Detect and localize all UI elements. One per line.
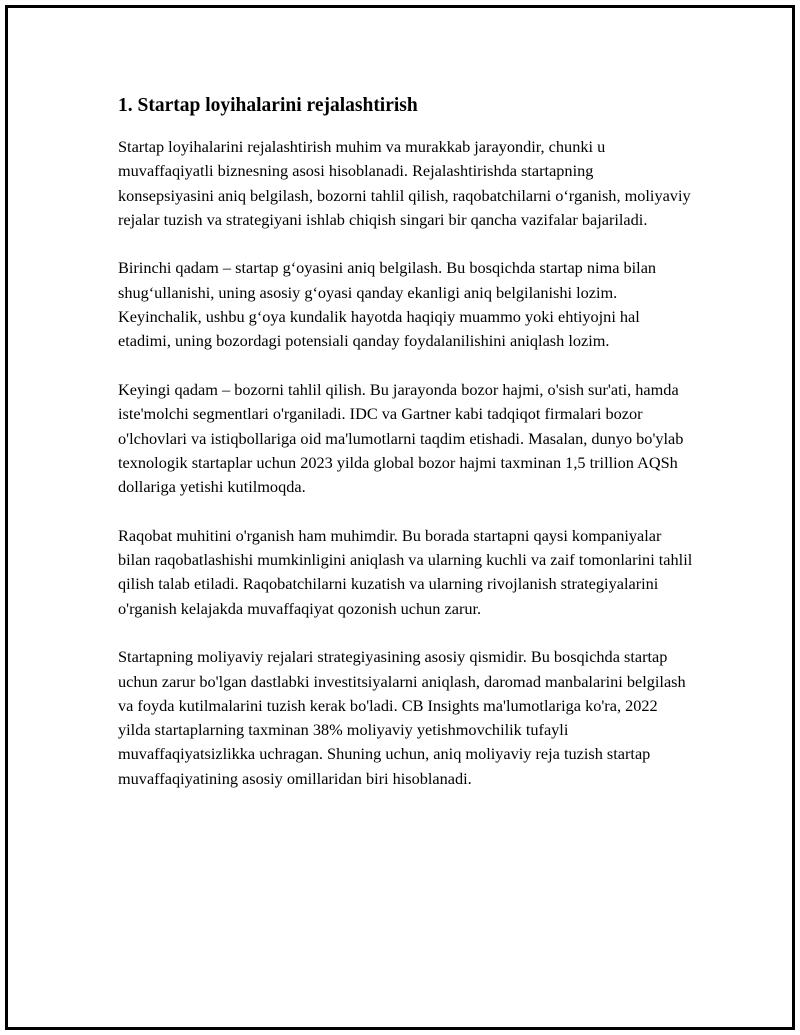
paragraph-intro: Startap loyihalarini rejalashtirish muhim va murakkab jarayondir, chunki u muvaffaqiyatli biznesning asosi hisoblanadi. Rejalashtirishda startapning konsepsiyasini aniq belgilash, bozorni tahlil qilish, raqobatchilarni o‘rganish, moliyaviy rejalar tuzish va strategiyani ishlab chiqish singari bir qancha vazifalar bajariladi. bbox=[118, 137, 691, 229]
document-body bbox=[118, 94, 693, 815]
section-heading: 1. Startap loyihalarini rejalashtirish bbox=[118, 95, 418, 116]
paragraph-competition: Raqobat muhitini o'rganish ham muhimdir. Bu borada startapni qaysi kompaniyalar bilan raqobatlashishi mumkinligini aniqlash va ularning kuchli va zaif tomonlarini tahlil qilish talab etiladi. Raqobatchilarni kuzatish va ularning rivojlanish strategiyalarini o'rganish kelajakda muvaffaqiyat qozonish uchun zarur. bbox=[118, 525, 693, 618]
paragraph-financial-plan: Startapning moliyaviy rejalari strategiyasining asosiy qismidir. Bu bosqichda startap uchun zarur bo'lgan dastlabki investitsiyalarni aniqlash, daromad manbalarini belgilash va foyda kutilmalarini tuzish kerak bo'ladi. CB Insights ma'lumotlariga ko'ra, 2022 yilda startaplarning taxminan 38% moliyaviy yetishmovchilik tufayli muvaffaqiyatsizlikka uchragan. Shuning uchun, aniq moliyaviy reja tuzish startap muvaffaqiyatining asosiy omillaridan biri hisoblanadi. bbox=[118, 647, 686, 788]
paragraph-market-analysis: Keyingi qadam – bozorni tahlil qilish. Bu jarayonda bozor hajmi, o'sish sur'ati, hamda iste'molchi segmentlari o'rganiladi. IDC va Gartner kabi tadqiqot firmalari bozor o'lchovlari va istiqbollariga oid ma'lumotlarni taqdim etishadi. Masalan, dunyo bo'ylab texnologik startaplar uchun 2023 yilda global bozor hajmi taxminan 1,5 trillion AQSh dollariga yetishi kutilmoqda. bbox=[118, 379, 684, 497]
paragraph-first-step: Birinchi qadam – startap g‘oyasini aniq belgilash. Bu bosqichda startap nima bilan shug‘ullanishi, uning asosiy g‘oyasi qanday ekanligi aniq belgilanishi lozim. Keyinchalik, ushbu g‘oya kundalik hayotda haqiqiy muammo yoki ehtiyojni hal etadimi, uning bozordagi potensiali qanday foydalanilishini aniqlash lozim. bbox=[118, 258, 657, 351]
